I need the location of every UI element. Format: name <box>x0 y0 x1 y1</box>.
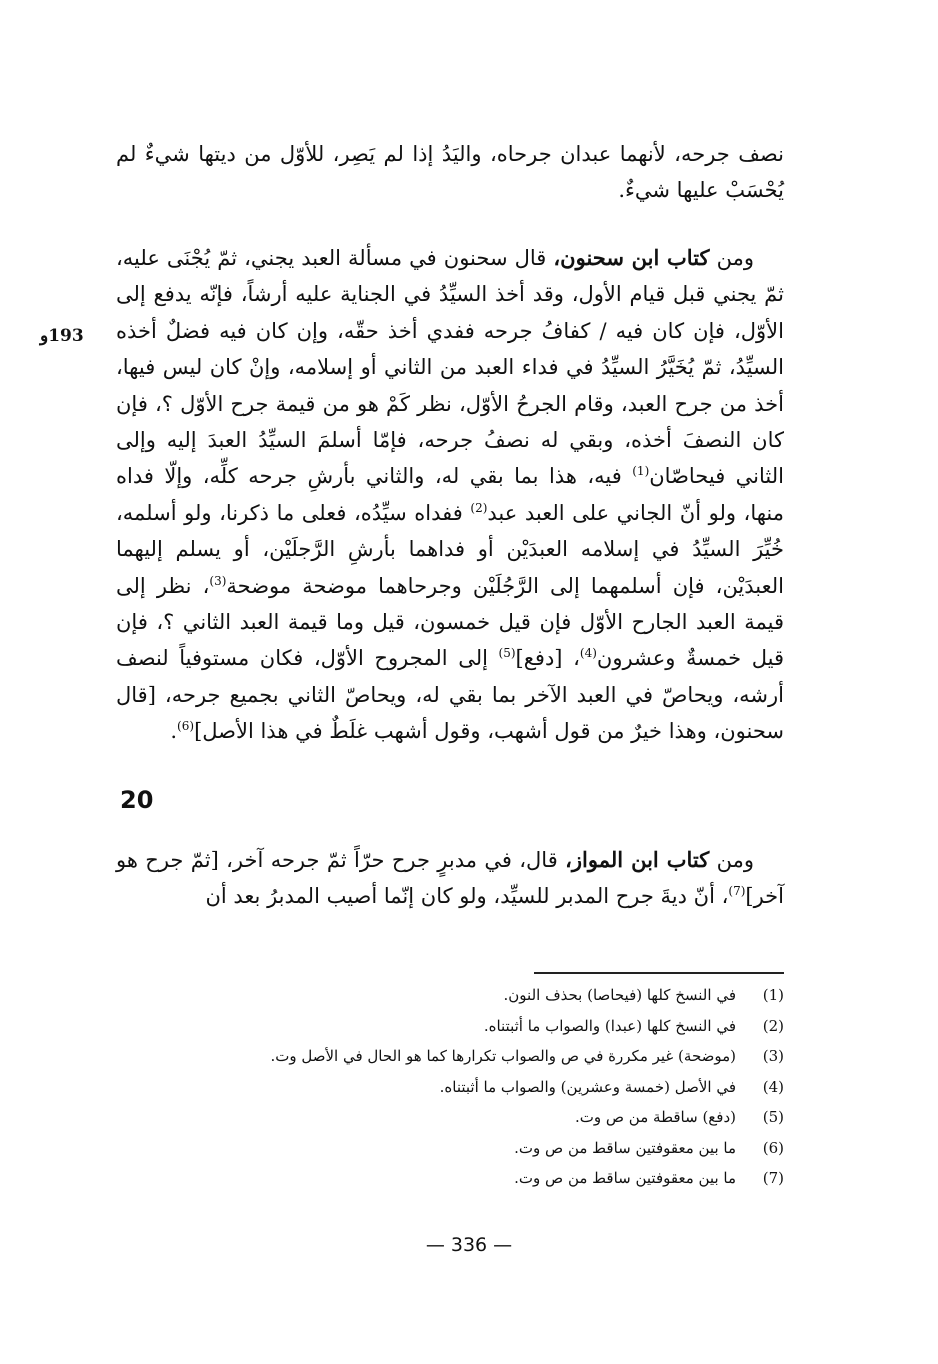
paragraph-text: ومن <box>709 848 754 872</box>
footnote-number: (3) <box>762 1047 784 1065</box>
footnote-text: (موضحة) غير مكررة في ص والصواب تكرارها كما هو الحال في الأصل وت. <box>270 1047 736 1065</box>
footnote-item <box>150 1047 784 1078</box>
book-title: كتاب ابن سحنون، <box>553 245 710 270</box>
footnote-ref: (1) <box>632 464 650 479</box>
footnote-ref: (2) <box>470 500 488 515</box>
footnote-item <box>150 986 784 1017</box>
paragraph-text: . <box>170 719 178 744</box>
footnote-ref: (6) <box>177 719 195 734</box>
paragraph-continuation <box>116 136 784 209</box>
footnotes-list <box>150 986 784 1200</box>
footnote-text: في النسخ كلها (عبدا) والصواب ما أثبتناه. <box>483 1016 736 1035</box>
paragraph-text: قال سحنون في مسألة العبد يجني، ثمّ يُجْنَى عليه، ثمّ يجني قبل قيام الأول، وقد أخذ السيِّدُ في الجناية عليه أرشاً، فإنّه يدفع إلى الأوّل، فإن كان فيه / كفافُ جرحه ففدي أخذ حقّه، وإن كان فيه فضلٌ أخذه السيِّدُ، ثمّ يُخَيَّرُ السيِّدُ في فداء العبد من الثاني أو إسلامه، وإنْ كان ليس فيها، أخذ من جرح العبد، وقام الجرحُ الأوّل، نظر كَمْ هو من قيمة جرح الأوّل ؟، فإن كان النصفَ أخذه، وبقي له نصفُ جرحه، فإمّا أسلمَ السيِّدُ العبدَ إليه وإلى الثاني فيحاصّان <box>116 246 784 489</box>
footnote-number: (6) <box>762 1138 784 1157</box>
page-number: — 336 — <box>425 1234 513 1256</box>
paragraph-text: إلى المجروح الأوّل، فكان مستوفياً لنصف أرشه، ويحاصّ في العبد الآخر بما بقي له، ويحاصّ الثاني بجميع جرحه، [قال سحنون، وهذا خيرٌ من قول أشهب، وقول أشهب غلَطٌ في هذا الأصل] <box>116 646 784 744</box>
line-number: 20 <box>120 786 154 814</box>
footnote-ref: (7) <box>728 884 746 899</box>
paragraph-ibn-sahnun <box>116 240 784 750</box>
footnote-ref: (4) <box>579 646 597 661</box>
footnote-number: (7) <box>762 1169 784 1187</box>
footnote-item <box>150 1139 784 1170</box>
footnote-text: في النسخ كلها (فيحاصا) بحذف النون. <box>503 986 736 1004</box>
paragraph-text: ، نظر إلى قيمة العبد الجارح الأوّل فإن قيل خمسون، قيل وما قيمة العبد الثاني ؟، فإن قيل خمسةٌ وعشرون <box>116 573 785 671</box>
footnote-number: (1) <box>762 986 784 1004</box>
paragraph-text: فيه، هذا بما بقي له، والثاني بأرشِ جرحه كلِّه، وإلّا فداه منها، ولو أنّ الجاني على العبد عبد <box>116 464 784 525</box>
footnote-text: في الأصل (خمسة وعشرين) والصواب ما أثبتناه. <box>439 1077 736 1096</box>
footnote-item <box>150 1108 784 1139</box>
footnote-ref: (5) <box>498 646 516 661</box>
paragraph-text: ومن <box>709 246 754 270</box>
footnote-text: ما بين معقوفتين ساقط من ص وت. <box>514 1169 736 1187</box>
paragraph-text: ، أنّ ديةَ جرح المدبر للسيِّد، ولو كان إنّما أصيب المدبرُ بعد أن <box>205 884 729 909</box>
paragraph-text: ، [دفع] <box>515 646 580 671</box>
paragraph-text: نصف جرحه، لأنهما عبدان جرحاه، واليَدُ إذا لم يَصِر، للأوّل من ديتها شيءٌ لم يُحْسَبْ عليها شيءٌ. <box>116 142 784 203</box>
margin-folio-note: 193و <box>40 326 84 346</box>
footnote-number: (2) <box>762 1016 784 1035</box>
paragraph-ibn-al-mawwaz <box>116 842 784 915</box>
footnote-text: ما بين معقوفتين ساقط من ص وت. <box>514 1138 736 1157</box>
footnote-item <box>150 1078 784 1109</box>
paragraph-text: قال، في مدبرٍ جرح حرّاً ثمّ جرحه آخر، [ثمّ جرح هو آخر] <box>116 848 784 909</box>
footnote-item <box>150 1017 784 1048</box>
book-title: كتاب ابن المواز، <box>565 847 710 872</box>
footnote-item <box>150 1169 784 1200</box>
footnote-number: (4) <box>762 1077 784 1096</box>
footnote-number: (5) <box>762 1108 784 1126</box>
footnote-divider <box>534 972 784 974</box>
footnote-ref: (3) <box>209 573 227 588</box>
footnote-text: (دفع) ساقطة من ص وت. <box>575 1108 736 1126</box>
paragraph-text: ففداه سيِّدُه، فعلى ما ذكرنا، ولو أسلمه، خُيِّرَ السيِّدُ في إسلامه العبدَيْن أو فداهما بأرشِ الرَّجلَيْن، أو يسلم إليهما العبدَيْن، فإن أسلمهما إلى الرَّجُلَيْن وجرحاهما موضحة موضحة <box>116 500 784 598</box>
